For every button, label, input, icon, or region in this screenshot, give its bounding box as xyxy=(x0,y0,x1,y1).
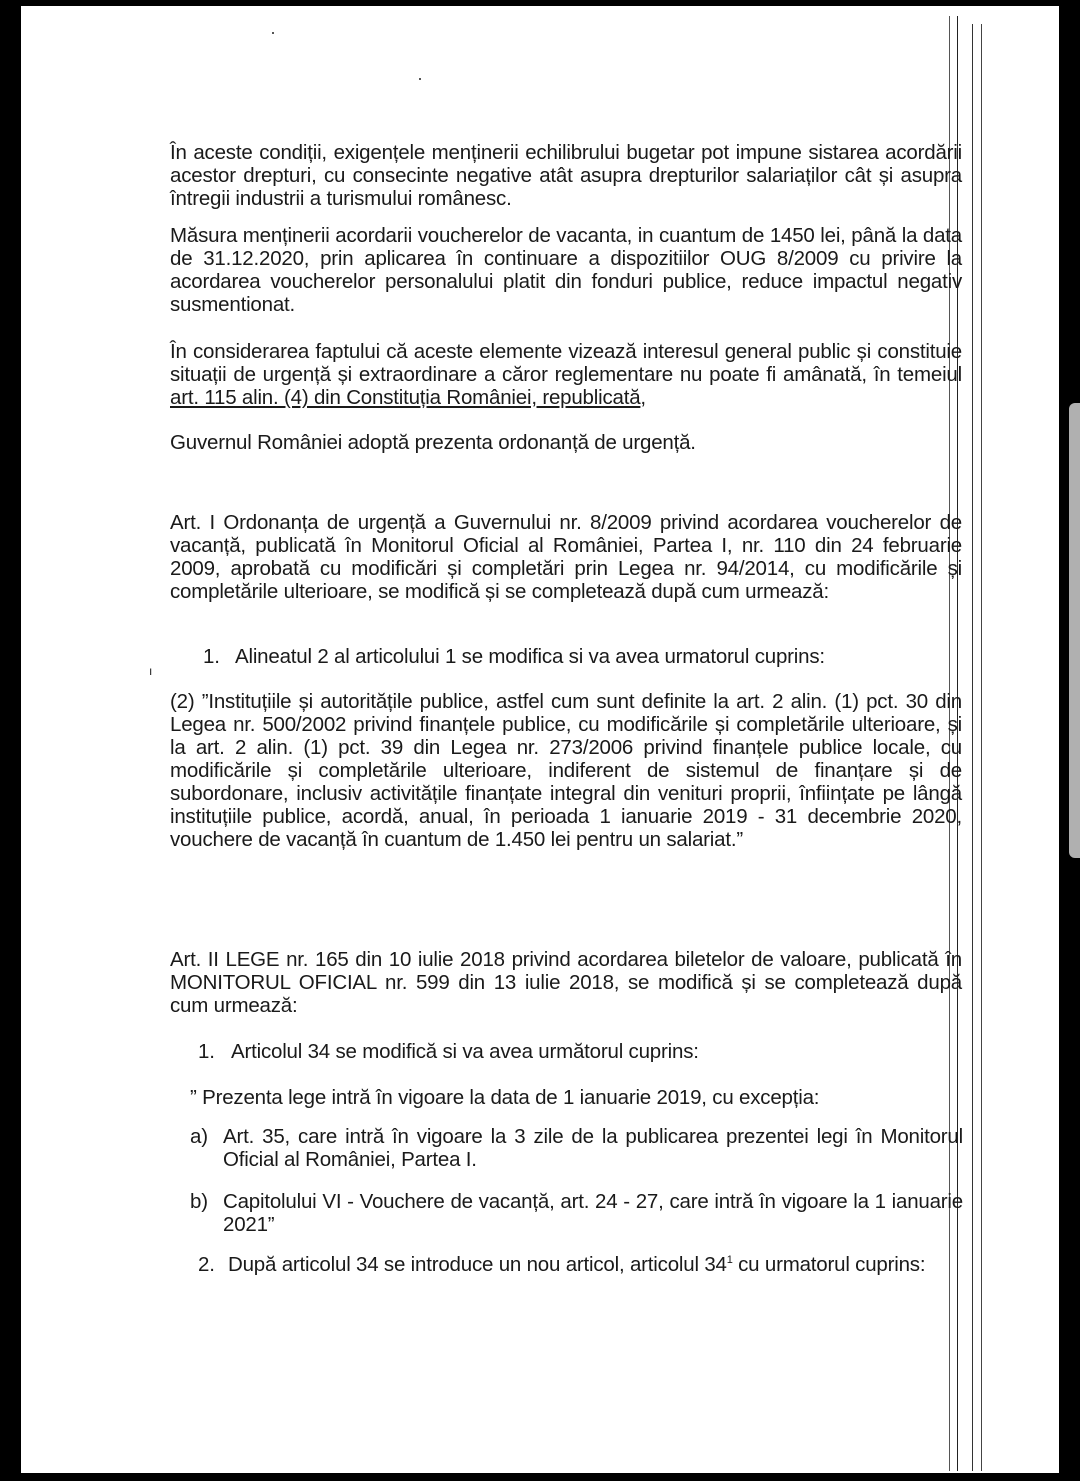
scan-speck xyxy=(272,32,274,34)
margin-rule xyxy=(981,24,982,1471)
margin-mark: ı xyxy=(149,664,153,678)
art2-item2-start: După articolul 34 se introduce un nou articol, articolul 34 xyxy=(228,1253,727,1276)
paragraph-voucher-measure: Măsura menținerii acordarii voucherelor de vacanta, in cuantum de 1450 lei, până la data de 31.12.2020, prin aplicarea în continuare a dispozitiilor OUG 8/2009 cu privire la acordarea voucherelor personalului platit din fonduri publice, reduce impactul negativ susmentionat. xyxy=(170,224,962,316)
urgency-text-end: , xyxy=(640,386,646,409)
art1-amended-paragraph: (2) ”Instituțiile și autoritățile publice, astfel cum sunt definite la art. 2 alin. (1) pct. 30 din Legea nr. 500/2002 privind finanțele publice, cu modificările și completările ulterioare, și la art. 2 alin. (1) pct. 39 din Legea nr. 273/2006 privind finanțele publice locale, cu modificările și completările ulterioare, indiferent de sistemul de finanțare și de subordonare, inclusiv activitățile finanțate integral din venituri proprii, înființate pe lângă instituțiile publice, acordă, anual, în perioada 1 ianuarie 2019 - 31 decembrie 2020, vouchere de vacanță în cuantum de 1.450 lei pentru un salariat.” xyxy=(170,690,962,851)
art2-quote-intro: ” Prezenta lege intră în vigoare la data de 1 ianuarie 2019, cu excepția: xyxy=(190,1086,820,1109)
urgency-text: În considerarea faptului că aceste elemente vizează interesul general public și constituie situații de urgență și extraordinare a căror reglementare nu poate fi amânată, în temeiul xyxy=(170,340,962,386)
scrollbar-thumb[interactable] xyxy=(1069,403,1080,858)
art2-item2-text xyxy=(228,1253,966,1276)
art1-item1-text: Alineatul 2 al articolului 1 se modifica si va avea urmatorul cuprins: xyxy=(235,645,825,668)
paragraph-budget-conditions: În aceste condiții, exigențele menținerii echilibrului bugetar pot impune sistarea acordării acestor drepturi, cu consecinte negative atât asupra drepturilor salariaților cât și asupra întregii industrii a turismului românesc. xyxy=(170,141,962,210)
art2-item2-number: 2. xyxy=(198,1253,215,1276)
art2-item-a-label: a) xyxy=(190,1125,208,1148)
margin-rule xyxy=(972,24,973,1471)
art2-item1-number: 1. xyxy=(198,1040,215,1063)
scan-speck xyxy=(419,78,421,80)
constitution-reference-link[interactable]: art. 115 alin. (4) din Constituția României, republicată xyxy=(170,386,641,409)
art2-item1-text: Articolul 34 se modifică si va avea următorul cuprins: xyxy=(231,1040,699,1063)
paragraph-urgency-considerations xyxy=(170,340,962,409)
art1-item1-number: 1. xyxy=(203,645,220,668)
article-1-heading: Art. I Ordonanța de urgență a Guvernului nr. 8/2009 privind acordarea voucherelor de vacanță, publicată în Monitorul Oficial al României, Partea I, nr. 110 din 24 februarie 2009, aprobată cu modificări și completări prin Legea nr. 94/2014, cu modificările și completările ulterioare, se modifică și se completează după cum urmează: xyxy=(170,511,962,603)
art2-item2-superscript: 1 xyxy=(726,1254,733,1267)
art2-item-b-label: b) xyxy=(190,1190,208,1213)
paragraph-government-adopts: Guvernul României adoptă prezenta ordonanță de urgență. xyxy=(170,431,696,454)
art2-item2-end: cu urmatorul cuprins: xyxy=(732,1253,926,1276)
art2-item-a-text: Art. 35, care intră în vigoare la 3 zile de la publicarea prezentei legi în Monitorul Oficial al României, Partea I. xyxy=(223,1125,963,1171)
article-2-heading: Art. II LEGE nr. 165 din 10 iulie 2018 privind acordarea biletelor de valoare, publicată în MONITORUL OFICIAL nr. 599 din 13 iulie 2018, se modifică și se completează după cum urmează: xyxy=(170,948,962,1017)
art2-item-b-text: Capitolului VI - Vouchere de vacanță, art. 24 - 27, care intră în vigoare la 1 ianuarie 2021” xyxy=(223,1190,963,1236)
